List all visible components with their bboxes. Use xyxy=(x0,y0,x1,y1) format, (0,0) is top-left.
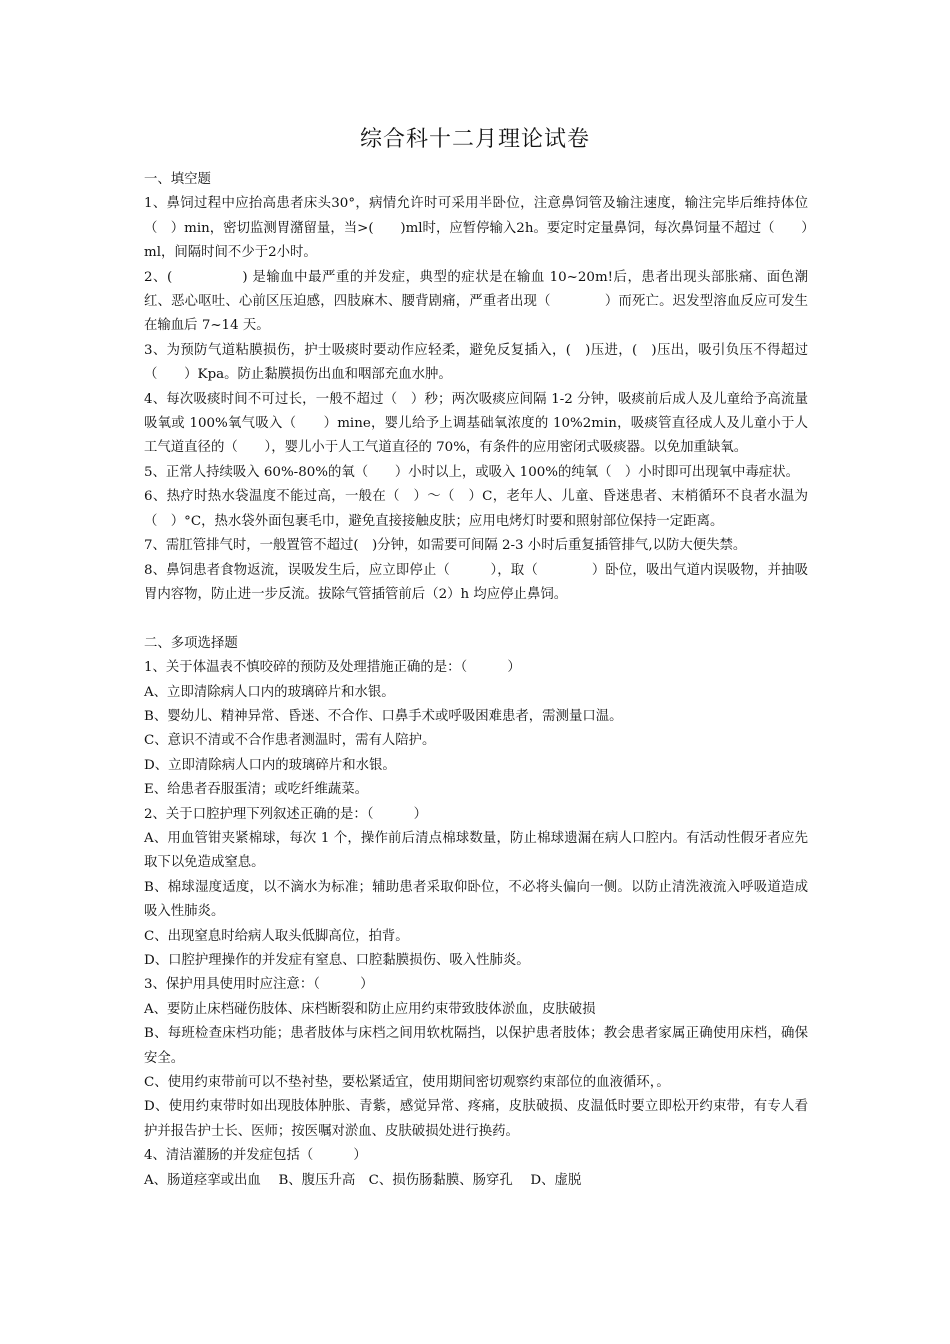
question-mc-3: 3、保护用具使用时应注意：（ ） xyxy=(144,977,374,993)
question-fill-8: 8、鼻饲患者食物返流，误吸发生后，应立即停止（ ），取（ ）卧位，吸出气道内误吸物，并抽吸胃内容物，防止进一步反流。拔除气管插管前后（2）h 均应停止鼻饲。 xyxy=(144,562,808,602)
option-mc-1-a: A、立即清除病人口内的玻璃碎片和水银。 xyxy=(144,684,395,700)
question-fill-3: 3、为预防气道粘膜损伤，护士吸痰时要动作应轻柔，避免反复插入，( )压进，( )压出，吸引负压不得超过（ ）Kpa。防止黏膜损伤出血和咽部充血水肿。 xyxy=(144,342,808,383)
option-mc-2-d: D、口腔护理操作的并发症有窒息、口腔黏膜损伤、吸入性肺炎。 xyxy=(144,952,530,968)
option-mc-1-b: B、婴幼儿、精神异常、昏迷、不合作、口鼻手术或呼吸困难患者，需测量口温。 xyxy=(144,708,623,724)
question-fill-2: 2、( ) 是输血中最严重的并发症，典型的症状是在输血 10~20m!后，患者出现头部胀痛、面色潮红、恶心呕吐、心前区压迫感，四肢麻木、腰背剧痛，严重者出现（ ）而死亡。迟发型溶血反应可发生在输血后 7~14 天。 xyxy=(144,269,808,334)
question-mc-2: 2、关于口腔护理下列叙述正确的是：（ ） xyxy=(144,806,428,822)
question-fill-4: 4、每次吸痰时间不可过长，一般不超过（ ）秒；两次吸痰应间隔 1-2 分钟，吸痰前后成人及儿童给予高流量吸氧或 100%氧气吸入（ ）mine，婴儿给予上调基础氧浓度的 10%2min，吸痰管直径成人及儿童小于人工气道直径的（ ），婴儿小于人工气道直径的 70%，有条件的应用密闭式吸痰器。以免加重缺氧。 xyxy=(144,391,808,456)
option-mc-2-a: A、用血管钳夹紧棉球，每次 1 个，操作前后清点棉球数量，防止棉球遗漏在病人口腔内。有活动性假牙者应先取下以免造成窒息。 xyxy=(144,830,808,871)
exam-content xyxy=(144,168,808,1193)
question-fill-1: 1、鼻饲过程中应抬高患者床头30°，病情允许时可采用半卧位，注意鼻饲管及输注速度，输注完毕后维持体位（ ）min，密切监测胃潴留量，当>( )ml时，应暂停输入2h。要定时定量鼻饲，每次鼻饲量不超过（ ）ml，间隔时间不少于2小时。 xyxy=(144,196,808,261)
question-fill-7: 7、需肛管排气时，一般置管不超过( )分钟，如需要可间隔 2-3 小时后重复插管排气,以防大便失禁。 xyxy=(144,538,747,554)
option-mc-3-d: D、使用约束带时如出现肢体肿胀、青紫，感觉异常、疼痛，皮肤破损、皮温低时要立即松开约束带，有专人看护并报告护士长、医师；按医嘱对淤血、皮肤破损处进行换药。 xyxy=(144,1099,808,1139)
question-mc-4: 4、清洁灌肠的并发症包括（ ） xyxy=(144,1148,367,1164)
option-mc-2-b: B、棉球湿度适度，以不滴水为标准；辅助患者采取仰卧位，不必将头偏向一侧。以防止清洗液流入呼吸道造成吸入性肺炎。 xyxy=(144,879,808,920)
options-mc-4: A、肠道痉挛或出血 B、腹压升高 C、损伤肠黏膜、肠穿孔 D、虚脱 xyxy=(144,1172,582,1188)
option-mc-3-a: A、要防止床档碰伤肢体、床档断裂和防止应用约束带致肢体淤血，皮肤破损 xyxy=(144,1001,596,1017)
section-heading-multiple-choice: 二、多项选择题 xyxy=(144,635,238,651)
page-title: 综合科十二月理论试卷 xyxy=(359,127,590,152)
option-mc-3-b: B、每班检查床档功能；患者肢体与床档之间用软枕隔挡，以保护患者肢体；教会患者家属正确使用床档，确保安全。 xyxy=(144,1026,808,1066)
option-mc-2-c: C、出现窒息时给病人取头低脚高位，拍背。 xyxy=(144,928,409,944)
section-heading-fill-blank: 一、填空题 xyxy=(144,172,211,187)
option-mc-1-d: D、立即清除病人口内的玻璃碎片和水银。 xyxy=(144,757,396,773)
question-mc-1: 1、关于体温表不慎咬碎的预防及处理措施正确的是：（ ） xyxy=(144,660,521,676)
option-mc-3-c: C、使用约束带前可以不垫衬垫，要松紧适宜，使用期间密切观察约束部位的血液循环，。 xyxy=(144,1075,670,1091)
option-mc-1-c: C、意识不清或不合作患者测温时，需有人陪护。 xyxy=(144,733,436,749)
question-fill-6: 6、热疗时热水袋温度不能过高，一般在（ ）～（ ）C，老年人、儿童、昏迷患者、末梢循环不良者水温为（ ）°C，热水袋外面包裹毛巾，避免直接接触皮肤；应用电烤灯时要和照射部位保持一定距离。 xyxy=(144,489,808,529)
option-mc-1-e: E、给患者吞服蛋清；或吃纤维蔬菜。 xyxy=(144,782,369,798)
question-fill-5: 5、正常人持续吸入 60%-80%的氧（ ）小时以上，或吸入 100%的纯氧（ ）小时即可出现氧中毒症状。 xyxy=(144,464,799,480)
